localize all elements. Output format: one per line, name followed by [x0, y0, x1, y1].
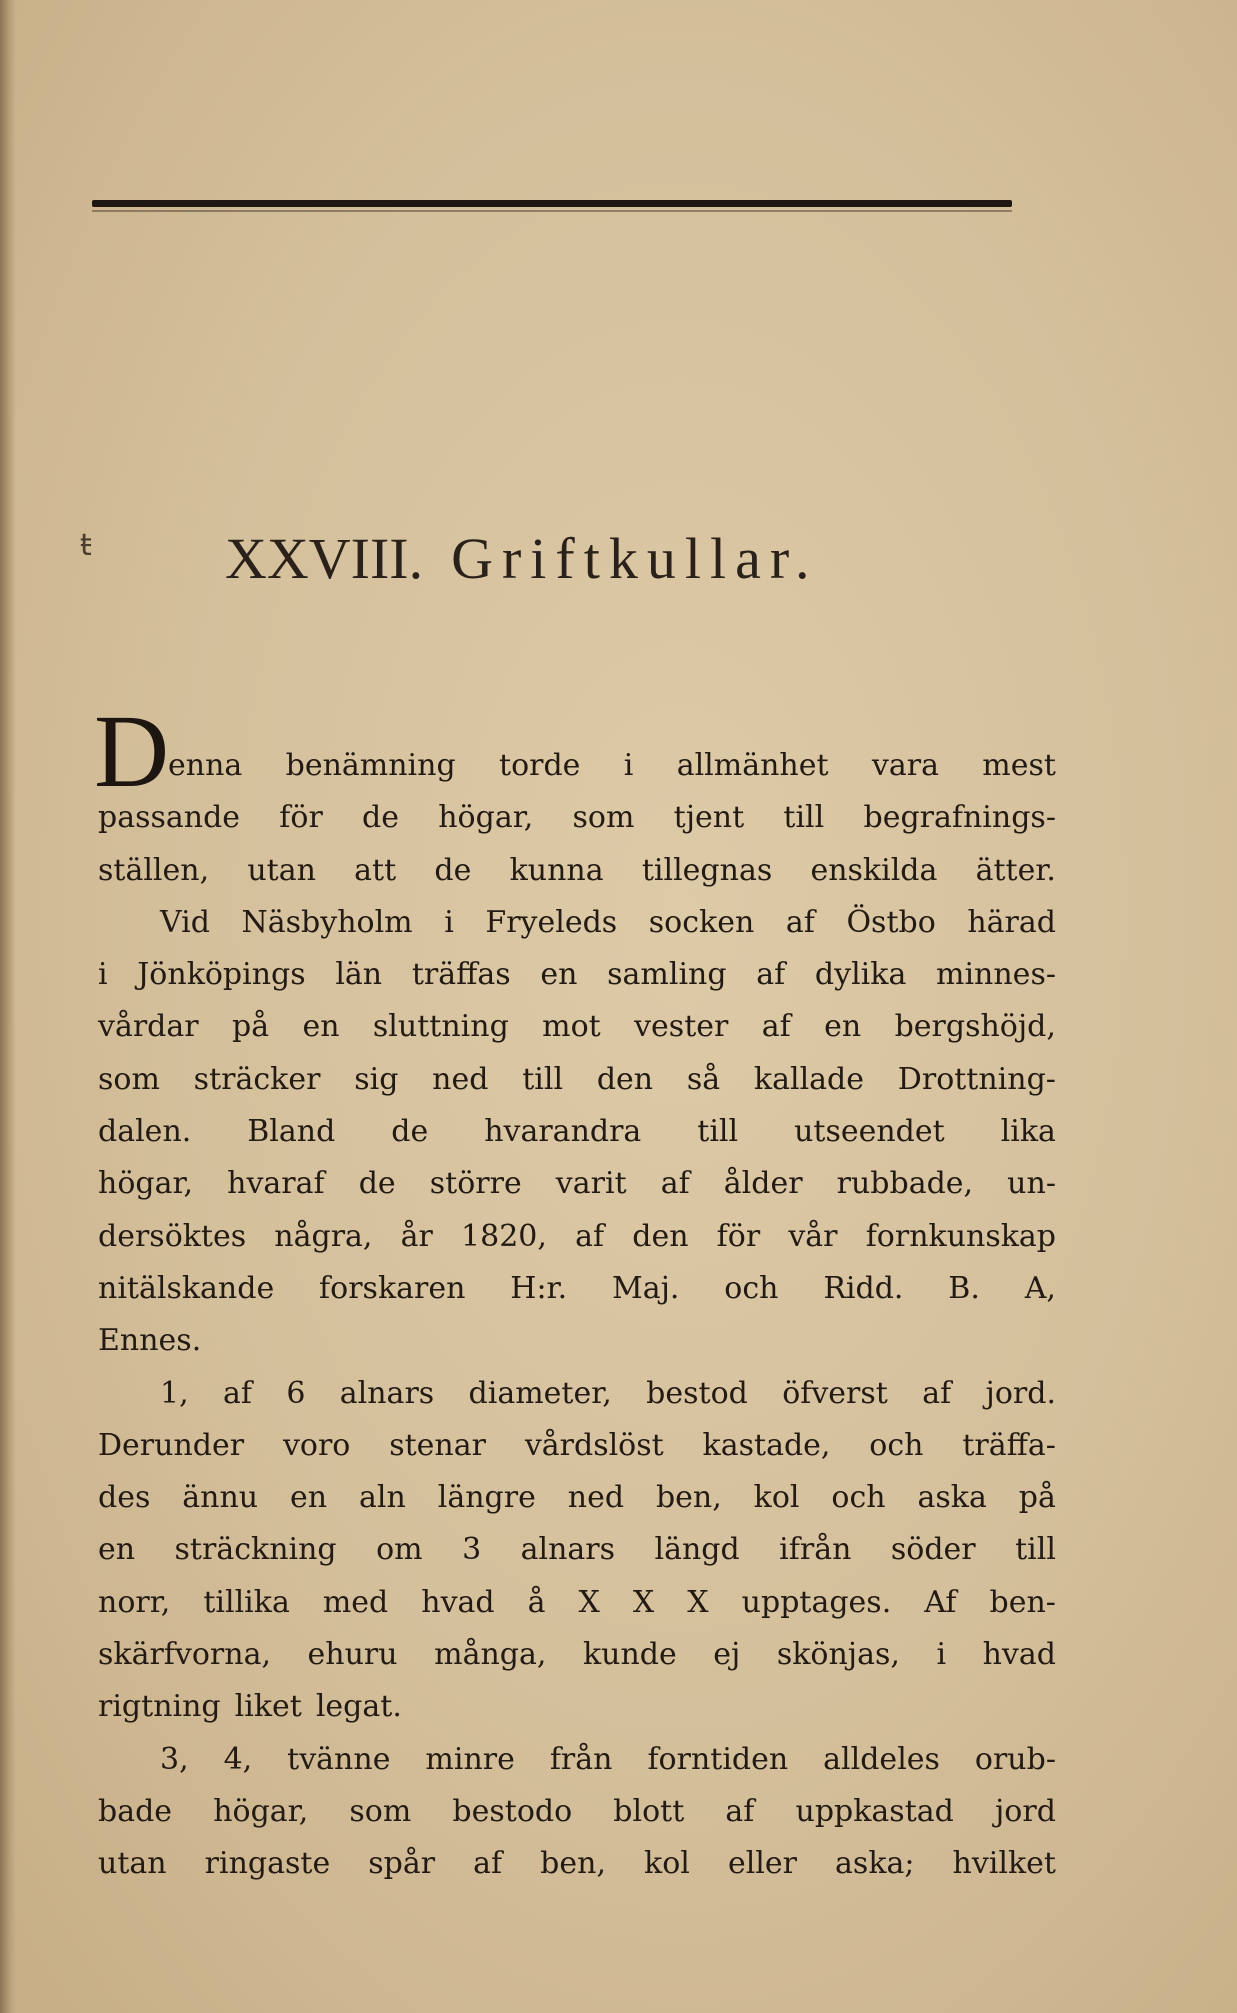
word: hvad: [421, 1584, 495, 1620]
word: från: [549, 1741, 613, 1777]
word: ben,: [540, 1846, 606, 1882]
word: till: [1015, 1532, 1056, 1568]
word: utseendet: [794, 1114, 945, 1150]
text-line: [98, 1629, 1056, 1681]
word: som: [572, 800, 635, 836]
word: 4,: [223, 1741, 253, 1777]
text-line: [98, 740, 1056, 792]
word: ätter.: [975, 852, 1056, 888]
word: begrafnings-: [863, 800, 1056, 836]
word: i: [623, 748, 634, 783]
word: många,: [434, 1637, 547, 1673]
word: de: [391, 1114, 429, 1150]
word: stenar: [389, 1427, 486, 1463]
word: längd: [654, 1532, 740, 1568]
word: ännu: [182, 1480, 259, 1516]
text-line: [98, 1368, 1056, 1420]
word: H:r.: [510, 1270, 568, 1306]
text-line: [98, 1734, 1056, 1786]
word: Af: [924, 1584, 957, 1620]
word: om: [376, 1532, 423, 1568]
word: X: [687, 1584, 709, 1620]
word: skönjas,: [776, 1637, 900, 1673]
word: sträckning: [174, 1532, 337, 1568]
word: minnes-: [936, 957, 1056, 993]
word: härad: [967, 904, 1056, 940]
word: till: [522, 1061, 564, 1097]
word: vårdslöst: [524, 1427, 664, 1463]
drop-cap: D: [94, 694, 170, 809]
word: kol: [644, 1846, 690, 1882]
word: orub-: [974, 1741, 1056, 1777]
text-line: [98, 897, 1056, 949]
word: dersöktes: [98, 1218, 247, 1254]
word: ben-: [989, 1584, 1056, 1620]
word: hvilket: [952, 1846, 1056, 1882]
word: kol: [753, 1480, 800, 1516]
text-line: [98, 1681, 1056, 1733]
word: vårdar: [98, 1009, 199, 1045]
word: 3: [462, 1532, 482, 1568]
text-line: [98, 1524, 1056, 1576]
text-line: [98, 1838, 1056, 1890]
word: alnars: [520, 1532, 616, 1568]
word: större: [429, 1166, 522, 1202]
word: och: [724, 1270, 779, 1306]
word: legat.: [315, 1689, 402, 1725]
word: des: [98, 1480, 151, 1516]
word: högar,: [438, 800, 534, 836]
word: Fryeleds: [485, 904, 618, 940]
word: de: [434, 852, 472, 888]
word: bade: [98, 1793, 173, 1829]
word: söder: [890, 1532, 976, 1568]
word: år: [400, 1218, 433, 1254]
word: X: [578, 1584, 600, 1620]
word: spår: [368, 1846, 436, 1882]
word: ej: [713, 1637, 741, 1673]
word: uppkastad: [795, 1793, 954, 1829]
word: X: [632, 1584, 655, 1620]
text-line: [98, 1106, 1056, 1158]
word: 1,: [160, 1375, 189, 1411]
word: en: [290, 1480, 328, 1516]
word: dylika: [814, 957, 907, 993]
word: af: [785, 904, 815, 940]
word: bestod: [646, 1375, 748, 1411]
word: tjent: [673, 800, 745, 836]
word: benämning: [285, 748, 456, 783]
word: för: [279, 800, 323, 836]
word: ehuru: [307, 1637, 398, 1673]
word: utan: [98, 1846, 167, 1882]
word: Bland: [247, 1114, 336, 1150]
word: en: [302, 1009, 340, 1045]
word: för: [716, 1218, 761, 1254]
word: bestodo: [452, 1793, 573, 1829]
word: socken: [648, 904, 755, 940]
word: Näsbyholm: [241, 904, 413, 940]
word: öfverst: [782, 1375, 888, 1411]
text-line: [98, 949, 1056, 1001]
word: enna: [168, 748, 243, 783]
word: i: [444, 904, 454, 940]
word: lika: [1000, 1114, 1056, 1150]
word: ålder: [723, 1166, 803, 1202]
word: å: [527, 1584, 546, 1620]
word: skärfvorna,: [98, 1637, 271, 1673]
word: nitälskande: [98, 1270, 275, 1306]
word: till: [783, 800, 825, 836]
word: Ridd.: [823, 1270, 904, 1306]
word: några,: [274, 1218, 373, 1254]
word: i: [98, 957, 108, 993]
word: de: [358, 1166, 396, 1202]
word: Östbo: [846, 904, 936, 940]
word: aska: [917, 1480, 987, 1516]
word: så: [686, 1061, 721, 1097]
word: dalen.: [98, 1114, 192, 1150]
word: hvaraf: [227, 1166, 325, 1202]
text-line: [98, 1315, 1056, 1367]
word: träffas: [411, 957, 511, 993]
word: Drottning-: [897, 1061, 1056, 1097]
header-rule: [92, 200, 1012, 207]
word: på: [1018, 1480, 1056, 1516]
word: en: [98, 1532, 136, 1568]
margin-mark: ŧ: [80, 528, 92, 563]
word: mot: [542, 1009, 601, 1045]
word: rigtning: [98, 1689, 221, 1725]
chapter-title: Griftkullar.: [451, 526, 819, 591]
word: A,: [1024, 1270, 1056, 1306]
text-line: [98, 845, 1056, 897]
word: sträcker: [193, 1061, 321, 1097]
word: liket: [234, 1689, 302, 1725]
word: träffa-: [962, 1427, 1056, 1463]
text-line: [98, 1211, 1056, 1263]
word: af: [756, 957, 786, 993]
word: forntiden: [647, 1741, 789, 1777]
word: och: [869, 1427, 924, 1463]
word: i: [936, 1637, 947, 1673]
word: vara: [871, 748, 939, 783]
word: 6: [286, 1375, 306, 1411]
word: de: [362, 800, 399, 836]
word: till: [697, 1114, 739, 1150]
word: bergshöjd,: [894, 1009, 1056, 1045]
word: ned: [432, 1061, 489, 1097]
word: en: [824, 1009, 862, 1045]
word: tvänne: [287, 1741, 391, 1777]
body-text: [98, 740, 1056, 1891]
word: att: [354, 852, 397, 888]
chapter-heading: [225, 525, 1025, 605]
word: allmänhet: [676, 748, 829, 783]
word: 1820,: [461, 1218, 547, 1254]
header-rule-shadow: [92, 210, 1012, 212]
word: med: [322, 1584, 389, 1620]
word: en: [540, 957, 578, 993]
word: vår: [788, 1218, 838, 1254]
word: sluttning: [372, 1009, 509, 1045]
word: som: [349, 1793, 412, 1829]
word: hvarandra: [484, 1114, 642, 1150]
word: rubbade,: [836, 1166, 974, 1202]
word: torde: [499, 748, 581, 783]
word: tillegnas: [641, 852, 773, 888]
word: voro: [282, 1427, 351, 1463]
chapter-number: XXVIII.: [225, 526, 424, 591]
text-line: [98, 1577, 1056, 1629]
word: blott: [613, 1793, 685, 1829]
word: Maj.: [611, 1270, 680, 1306]
word: alnars: [339, 1375, 435, 1411]
word: aska;: [835, 1846, 915, 1882]
word: forskaren: [319, 1270, 466, 1306]
word: högar,: [98, 1166, 194, 1202]
text-line: [98, 1786, 1056, 1838]
word: af: [761, 1009, 791, 1045]
text-line: [98, 792, 1056, 844]
word: kastade,: [702, 1427, 831, 1463]
word: kunde: [582, 1637, 677, 1673]
word: upptages.: [741, 1584, 892, 1620]
word: af: [922, 1375, 952, 1411]
word: alldeles: [823, 1741, 940, 1777]
text-line: [98, 1054, 1056, 1106]
word: ben,: [655, 1480, 722, 1516]
word: kunna: [509, 852, 604, 888]
word: ifrån: [779, 1532, 852, 1568]
word: 3,: [160, 1741, 189, 1777]
word: Vid: [160, 904, 210, 940]
text-line: [98, 1001, 1056, 1053]
word: kallade: [753, 1061, 865, 1097]
word: sig: [354, 1061, 399, 1097]
word: den: [632, 1218, 689, 1254]
word: un-: [1007, 1166, 1056, 1202]
text-line: [98, 1158, 1056, 1210]
word: af: [660, 1166, 690, 1202]
word: utan: [247, 852, 316, 888]
word: tillika: [203, 1584, 290, 1620]
word: samling: [607, 957, 727, 993]
word: som: [98, 1061, 160, 1097]
word: minre: [425, 1741, 515, 1777]
word: Ennes.: [98, 1323, 202, 1359]
text-line: [98, 1420, 1056, 1472]
word: den: [596, 1061, 654, 1097]
word: jord.: [985, 1375, 1056, 1411]
word: ställen,: [98, 852, 210, 888]
word: ned: [567, 1480, 625, 1516]
word: af: [725, 1793, 755, 1829]
word: eller: [727, 1846, 797, 1882]
word: jord: [994, 1793, 1056, 1829]
word: diameter,: [468, 1375, 612, 1411]
word: B.: [948, 1270, 980, 1306]
word: på: [231, 1009, 270, 1045]
text-line: [98, 1472, 1056, 1524]
word: Jönköpings: [137, 957, 306, 993]
word: passande: [98, 800, 241, 836]
page-binding-edge: [0, 0, 16, 2013]
word: längre: [437, 1480, 536, 1516]
word: och: [831, 1480, 886, 1516]
word: hvad: [982, 1637, 1056, 1673]
word: af: [222, 1375, 252, 1411]
word: fornkunskap: [865, 1218, 1056, 1254]
word: aln: [359, 1480, 406, 1516]
word: af: [575, 1218, 605, 1254]
word: ringaste: [204, 1846, 331, 1882]
word: varit: [555, 1166, 627, 1202]
word: enskilda: [810, 852, 938, 888]
word: vester: [634, 1009, 729, 1045]
word: län: [335, 957, 383, 993]
word: högar,: [213, 1793, 309, 1829]
word: af: [473, 1846, 503, 1882]
text-line: [98, 1263, 1056, 1315]
word: mest: [982, 748, 1056, 783]
word: Derunder: [98, 1427, 245, 1463]
word: norr,: [98, 1584, 171, 1620]
